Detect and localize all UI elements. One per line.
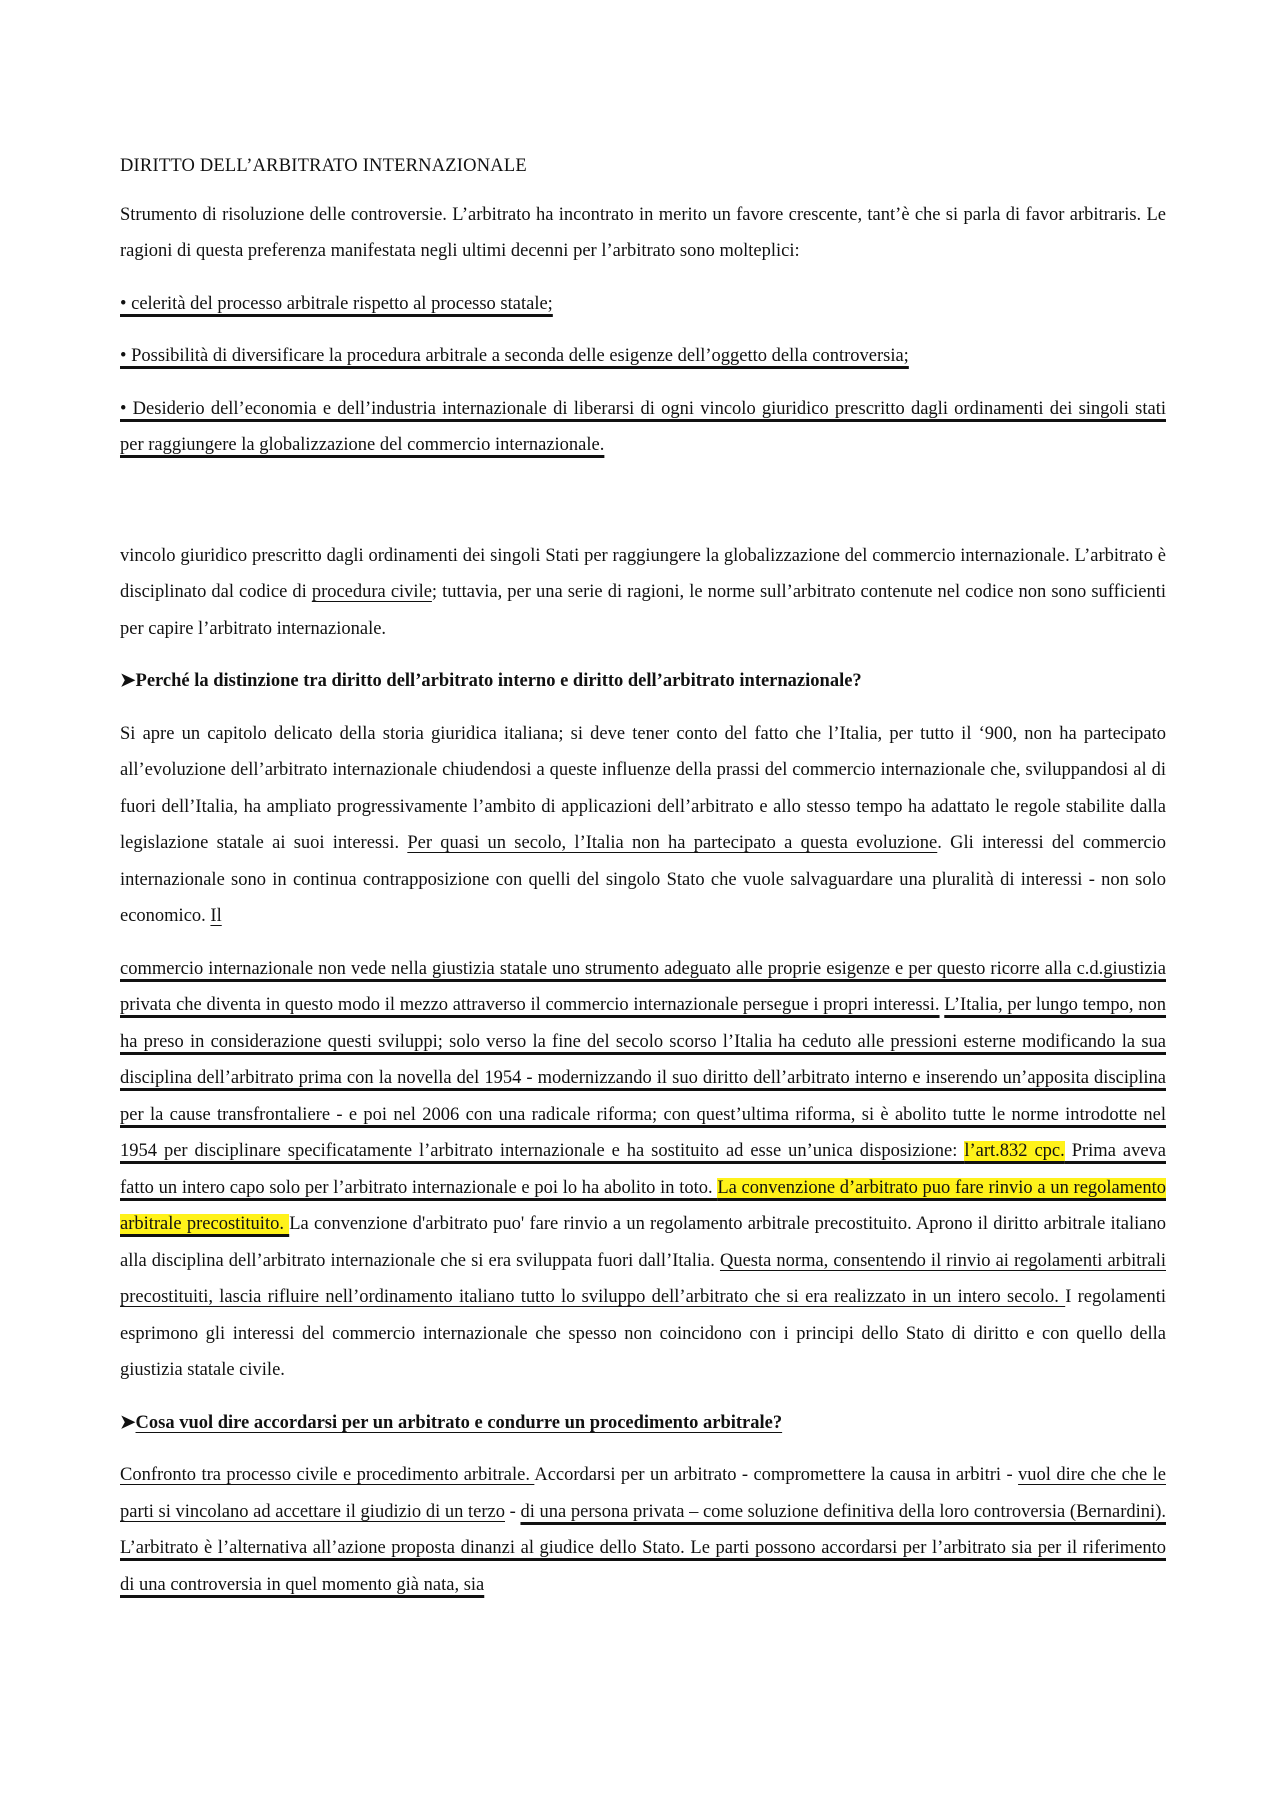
page-title: DIRITTO DELL’ARBITRATO INTERNAZIONALE — [120, 156, 527, 176]
arrow-bullet-icon: ➤ — [120, 1412, 136, 1433]
underlined-text: Questa norma, consentendo il rinvio ai regolamenti arbitrali precostituiti, lascia rifluire nell’ordinamento italiano tutto lo sviluppo dell’arbitrato che si era realizzato in un intero secolo. — [120, 1250, 1166, 1307]
underlined-text: Il — [210, 906, 222, 926]
underlined-text: vuol dire che che le parti si vincolano ad accettare il giudizio di un terzo — [120, 1465, 1166, 1522]
paragraph-commercio: commercio internazionale non vede nella giustizia statale uno strumento adeguato alle proprie esigenze e per questo ricorre alla c.d.giustizia privata che diventa in questo modo il mezzo attraverso il commercio internazionale persegue i propri interessi. L’Italia, per lungo tempo, non ha preso in considerazione questi sviluppi; solo verso la fine del secolo scorso l’Italia ha ceduto alle pressioni esterne modificando la sua disciplina dell’arbitrato prima con la novella del 1954 - modernizzando il suo diritto dell’arbitrato interno e inserendo un’apposita disciplina per la cause transfrontaliere - e poi nel 2006 con una radicale riforma; con quest’ultima riforma, si è abolito tutte le norme introdotte nel 1954 per disciplinare specificatamente l’arbitrato internazionale e ha sostituito ad esse un’unica disposizione: l’art.832 cpc. Prima aveva fatto un intero capo solo per l’arbitrato internazionale e poi lo ha abolito in toto. La convenzione d’arbitrato puo fare rinvio a un regolamento arbitrale precostituito. La convenzione d'arbitrato puo' fare rinvio a un regolamento arbitrale precostituito. Aprono il diritto arbitrale italiano alla disciplina dell’arbitrato internazionale che si era sviluppata fuori dall’Italia. Questa norma, consentendo il rinvio ai regolamenti arbitrali precostituiti, lascia rifluire nell’ordinamento italiano tutto lo sviluppo dell’arbitrato che si era realizzato in un intero secolo. I regolamenti esprimono gli interessi del commercio internazionale che spesso non coincidono con i principi dello Stato di diritto e con quello della giustizia statale civile. — [120, 958, 1167, 1380]
bullet-item: • Desiderio dell’economia e dell’industria internazionale di liberarsi di ogni vincolo giuridico prescritto dagli ordinamenti dei singoli stati per raggiungere la globalizzazione del commercio internazionale. — [120, 398, 1166, 455]
bullet-item: • celerità del processo arbitrale rispetto al processo statale; — [120, 293, 553, 314]
underlined-text: Confronto tra processo civile e procedimento arbitrale. — [120, 1465, 535, 1485]
highlighted-text: La convenzione d’arbitrato puo fare rinvio a un regolamento arbitrale precostituito. — [120, 1177, 1166, 1234]
section-heading: ➤Perché la distinzione tra diritto dell’arbitrato interno e diritto dell’arbitrato internazionale? — [120, 671, 862, 691]
paragraph-storia: Si apre un capitolo delicato della storia giuridica italiana; si deve tener conto del fatto che l’Italia, per tutto il ‘900, non ha partecipato all’evoluzione dell’arbitrato internazionale chiudendosi a queste influenze della prassi del commercio internazionale che, sviluppandosi al di fuori dell’Italia, ha ampliato progressivamente l’ambito di applicazioni dell’arbitrato e allo stesso tempo ha adattato le regole stabilite dalla legislazione statale ai suoi interessi. Per quasi un secolo, l’Italia non ha partecipato a questa evoluzione. Gli interessi del commercio internazionale sono in continua contrapposizione con quelli del singolo Stato che vuole salvaguardare una pluralità di interessi - non solo economico. Il — [120, 723, 1166, 926]
bullet-item: • Possibilità di diversificare la procedura arbitrale a seconda delle esigenze dell’oggetto della controversia; — [120, 346, 909, 366]
arrow-bullet-icon: ➤ — [120, 671, 136, 691]
intro-paragraph: Strumento di risoluzione delle controversie. L’arbitrato ha incontrato in merito un favore crescente, tant’è che si parla di favor arbitraris. Le ragioni di questa preferenza manifestata negli ultimi decenni per l’arbitrato sono molteplici: — [120, 204, 1166, 261]
paragraph-procedura: vincolo giuridico prescritto dagli ordinamenti dei singoli Stati per raggiungere la globalizzazione del commercio internazionale. L’arbitrato è disciplinato dal codice di procedura civile; tuttavia, per una serie di ragioni, le norme sull’arbitrato contenute nel codice non sono sufficienti per capire l’arbitrato internazionale. — [120, 545, 1166, 639]
underlined-text: Per quasi un secolo, l’Italia non ha partecipato a questa evoluzione — [407, 833, 938, 853]
highlighted-text: l’art.832 cpc. — [964, 1141, 1065, 1161]
document-body — [120, 148, 1166, 1619]
paragraph-confronto: Confronto tra processo civile e procedimento arbitrale. Accordarsi per un arbitrato - compromettere la causa in arbitri - vuol dire che che le parti si vincolano ad accettare il giudizio di un terzo - di una persona privata – come soluzione definitiva della loro controversia (Bernardini). L’arbitrato è l’alternativa all’azione proposta dinanzi al giudice dello Stato. Le parti possono accordarsi per l’arbitrato sia per il riferimento di una controversia in quel momento già nata, sia — [120, 1465, 1166, 1595]
page-gap — [120, 480, 1166, 538]
section-heading: ➤Cosa vuol dire accordarsi per un arbitrato e condurre un procedimento arbitrale? — [120, 1412, 783, 1433]
underlined-text: procedura civile — [311, 582, 432, 602]
